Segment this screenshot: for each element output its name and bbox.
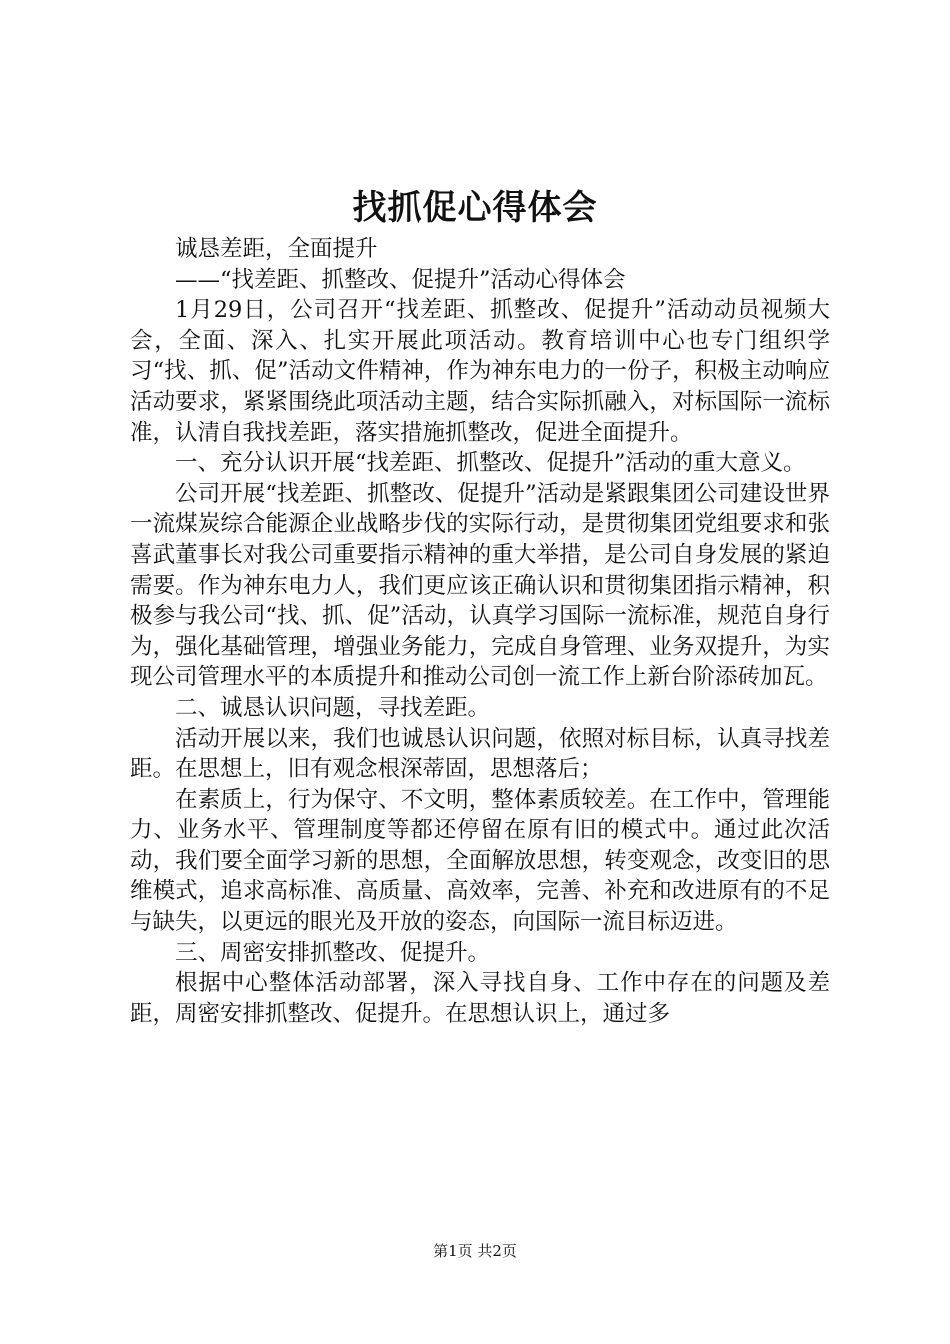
- paragraph: 公司开展“找差距、抓整改、促提升”活动是紧跟集团公司建设世界一流煤炭综合能源企业战略步伐的实际行动，是贯彻集团党组要求和张喜武董事长对我公司重要指示精神的重大举措，是公司自身发展的紧迫需要。作为神东电力人，我们更应该正确认识和贯彻集团指示精神，积极参与我公司“找、抓、促”活动，认真学习国际一流标准，规范自身行为，强化基础管理，增强业务能力，完成自身管理、业务双提升，为实现公司管理水平的本质提升和推动公司创一流工作上新台阶添砖加瓦。: [130, 480, 830, 691]
- document-body: [130, 234, 830, 1029]
- paragraph: 活动开展以来，我们也诚恳认识问题，依照对标目标，认真寻找差距。在思想上，旧有观念根深蒂固，思想落后；: [130, 725, 830, 783]
- paragraph-subtitle: 诚恳差距，全面提升: [175, 236, 378, 262]
- paragraph: 根据中心整体活动部署，深入寻找自身、工作中存在的问题及差距，周密安排抓整改、促提升。在思想认识上，通过多: [130, 970, 830, 1027]
- section-heading-3: 三、周密安排抓整改、促提升。: [175, 939, 491, 966]
- page-number-footer: 第1页 共2页: [433, 1242, 517, 1260]
- paragraph-subtitle-dash: ——“找差距、抓整改、促提升”活动心得体会: [175, 266, 626, 293]
- section-heading-2: 二、诚恳认识问题，寻找差距。: [175, 694, 491, 721]
- document-title: 找抓促心得体会: [352, 188, 598, 228]
- section-heading-1: 一、充分认识开展“找差距、抓整改、促提升”活动的重大意义。: [175, 450, 806, 477]
- paragraph: 在素质上，行为保守、不文明，整体素质较差。在工作中，管理能力、业务水平、管理制度等都还停留在原有旧的模式中。通过此次活动，我们要全面学习新的思想，全面解放思想，转变观念，改变旧的思维模式，追求高标准、高质量、高效率，完善、补充和改进原有的不足与缺失，以更远的眼光及开放的姿态，向国际一流目标迈进。: [130, 786, 830, 936]
- paragraph: 1月29日，公司召开“找差距、抓整改、促提升”活动动员视频大会，全面、深入、扎实开展此项活动。教育培训中心也专门组织学习“找、抓、促”活动文件精神，作为神东电力的一份子，积极主动响应活动要求，紧紧围绕此项活动主题，结合实际抓融入，对标国际一流标准，认清自我找差距，落实措施抓整改，促进全面提升。: [130, 297, 830, 446]
